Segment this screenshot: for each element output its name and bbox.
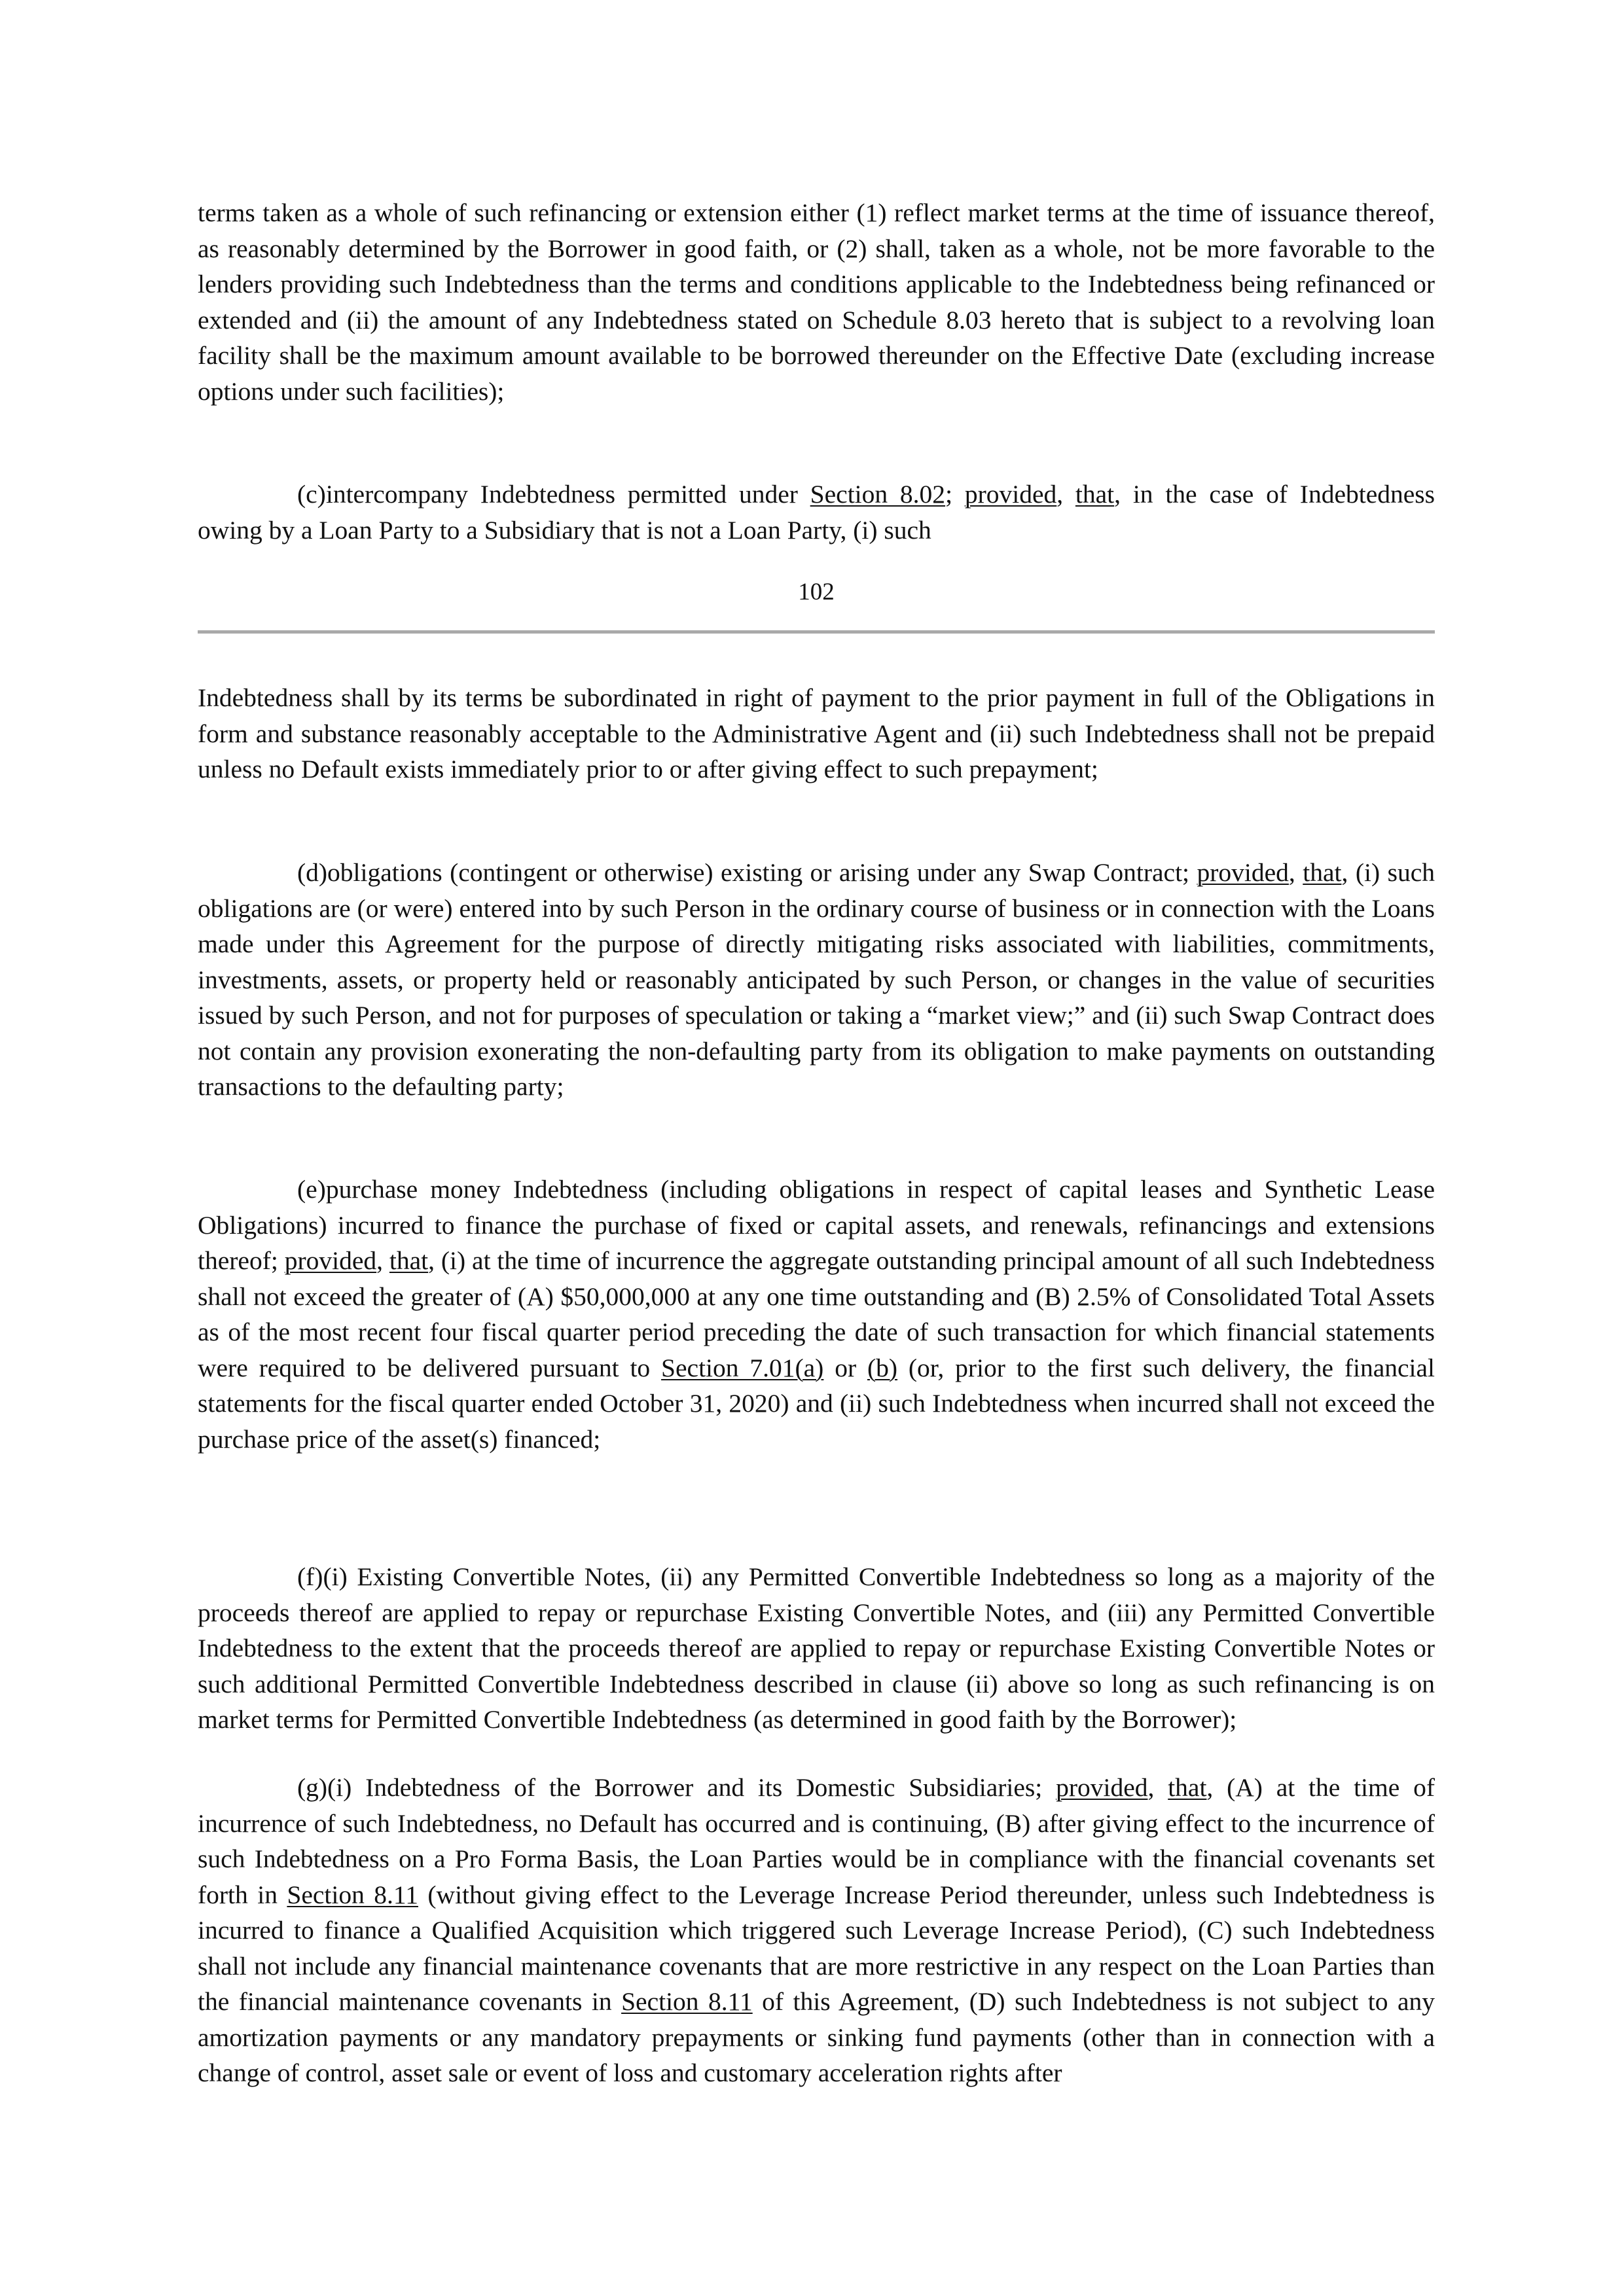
text-run: (without giving effect to the Leverage Increase Period thereunder, unless such Indebtedness is incurred to finance a Qualified Acquisition which triggered such Leverage Increase Period), (C) such Indebtedness shall not include any financial maintenance covenants that are more restrictive in any respect on the Loan Parties than the financial maintenance covenants in <box>198 1880 1435 2016</box>
paragraph-text: Indebtedness shall by its terms be subordinated in right of payment to the prior payment in full of the Obligations in form and substance reasonably acceptable to the Administrative Agent and (ii) such Indebtedness shall not be prepaid unless no Default exists immediately prior to or after giving effect to such prepayment; <box>198 683 1435 783</box>
page-number: 102 <box>798 579 835 605</box>
text-run: , in the case of Indebtedness owing by a Loan Party to a Subsidiary that is not a Loan Party, (i) such <box>198 480 1435 545</box>
paragraph-clause-c-continued <box>198 680 1435 787</box>
defined-term-that: that <box>389 1246 429 1275</box>
defined-term-provided: provided <box>284 1246 377 1275</box>
cross-reference-link[interactable]: Section 8.11 <box>621 1987 753 2016</box>
defined-term-provided: provided <box>1197 858 1289 887</box>
cross-reference-link[interactable]: (b) <box>867 1353 898 1382</box>
text-run: , <box>1056 480 1075 509</box>
page-break-divider <box>198 630 1435 634</box>
paragraph-text <box>198 476 1435 548</box>
text-run: , (i) at the time of incurrence the aggregate outstanding principal amount of all such Indebtedness shall not exceed the greater of (A) $50,000,000 at any one time outstanding and (B) 2.5% of Consolidated Total Assets as of the most recent four fiscal quarter period preceding the date of such transaction for which financial statements were required to be delivered pursuant to <box>198 1246 1435 1382</box>
paragraph-text: (f)(i) Existing Convertible Notes, (ii) any Permitted Convertible Indebtedness so long as a majority of the proceeds thereof are applied to repay or repurchase Existing Convertible Notes, and (iii) any Permitted Convertible Indebtedness to the extent that the proceeds thereof are applied to repay or repurchase Existing Convertible Notes or such additional Permitted Convertible Indebtedness described in clause (ii) above so long as such refinancing is on market terms for Permitted Convertible Indebtedness (as determined in good faith by the Borrower); <box>198 1562 1435 1734</box>
cross-reference-link[interactable]: Section 8.02 <box>810 480 946 509</box>
defined-term-provided: provided <box>1056 1773 1148 1802</box>
paragraph-clause-e <box>198 1172 1435 1457</box>
cross-reference-link[interactable]: Section 8.11 <box>287 1880 418 1909</box>
text-run: (d)obligations (contingent or otherwise) existing or arising under any Swap Contract; <box>297 858 1197 887</box>
text-run: ; <box>945 480 965 509</box>
text-run: , <box>1288 858 1303 887</box>
defined-term-that: that <box>1075 480 1115 509</box>
paragraph-text <box>198 1172 1435 1457</box>
paragraph-text: terms taken as a whole of such refinancing or extension either (1) reflect market terms at the time of issuance thereof, as reasonably determined by the Borrower in good faith, or (2) shall, taken as a whole, not be more favorable to the lenders providing such Indebtedness than the terms and conditions applicable to the Indebtedness being refinanced or extended and (ii) the amount of any Indebtedness stated on Schedule 8.03 hereto that is subject to a revolving loan facility shall be the maximum amount available to be borrowed thereunder on the Effective Date (excluding increase options under such facilities); <box>198 198 1435 406</box>
text-run: , (A) at the time of incurrence of such Indebtedness, no Default has occurred and is continuing, (B) after giving effect to the incurrence of such Indebtedness on a Pro Forma Basis, the Loan Parties would be in compliance with the financial covenants set forth in <box>198 1773 1435 1909</box>
text-run: , (i) such obligations are (or were) entered into by such Person in the ordinary course of business or in connection with the Loans made under this Agreement for the purpose of directly mitigating risks associated with liabilities, commitments, investments, assets, or property held or reasonably anticipated by such Person, or changes in the value of securities issued by such Person, and not for purposes of speculation or taking a “market view;” and (ii) such Swap Contract does not contain any provision exonerating the non-defaulting party from its obligation to make payments on outstanding transactions to the defaulting party; <box>198 858 1435 1101</box>
text-run: of this Agreement, (D) such Indebtedness is not subject to any amortization payments or any mandatory prepayments or sinking fund payments (other than in connection with a change of control, asset sale or event of loss and customary acceleration rights after <box>198 1987 1435 2087</box>
defined-term-that: that <box>1168 1773 1207 1802</box>
paragraph-text <box>198 1770 1435 2091</box>
text-run: (or, prior to the first such delivery, the financial statements for the fiscal quarter ended October 31, 2020) and (ii) such Indebtedness when incurred shall not exceed the purchase price of the asset(s) financed; <box>198 1353 1435 1454</box>
text-run: or <box>823 1353 867 1382</box>
paragraph-refinancing-terms-continued <box>198 195 1435 409</box>
paragraph-clause-c <box>198 476 1435 548</box>
paragraph-clause-d <box>198 855 1435 1105</box>
cross-reference-link[interactable]: Section 7.01(a) <box>661 1353 824 1382</box>
text-run: , <box>376 1246 389 1275</box>
defined-term-that: that <box>1303 858 1342 887</box>
text-run: (e)purchase money Indebtedness (including obligations in respect of capital leases and Synthetic Lease Obligations) incurred to finance the purchase of fixed or capital assets, and renewals, refinancings and extensions thereof; <box>198 1175 1435 1275</box>
defined-term-provided: provided <box>964 480 1057 509</box>
text-run: , <box>1147 1773 1168 1802</box>
text-run: (c)intercompany Indebtedness permitted under <box>297 480 810 509</box>
text-run: (g)(i) Indebtedness of the Borrower and its Domestic Subsidiaries; <box>297 1773 1056 1802</box>
paragraph-clause-f <box>198 1559 1435 1738</box>
paragraph-clause-g <box>198 1770 1435 2091</box>
paragraph-text <box>198 855 1435 1105</box>
